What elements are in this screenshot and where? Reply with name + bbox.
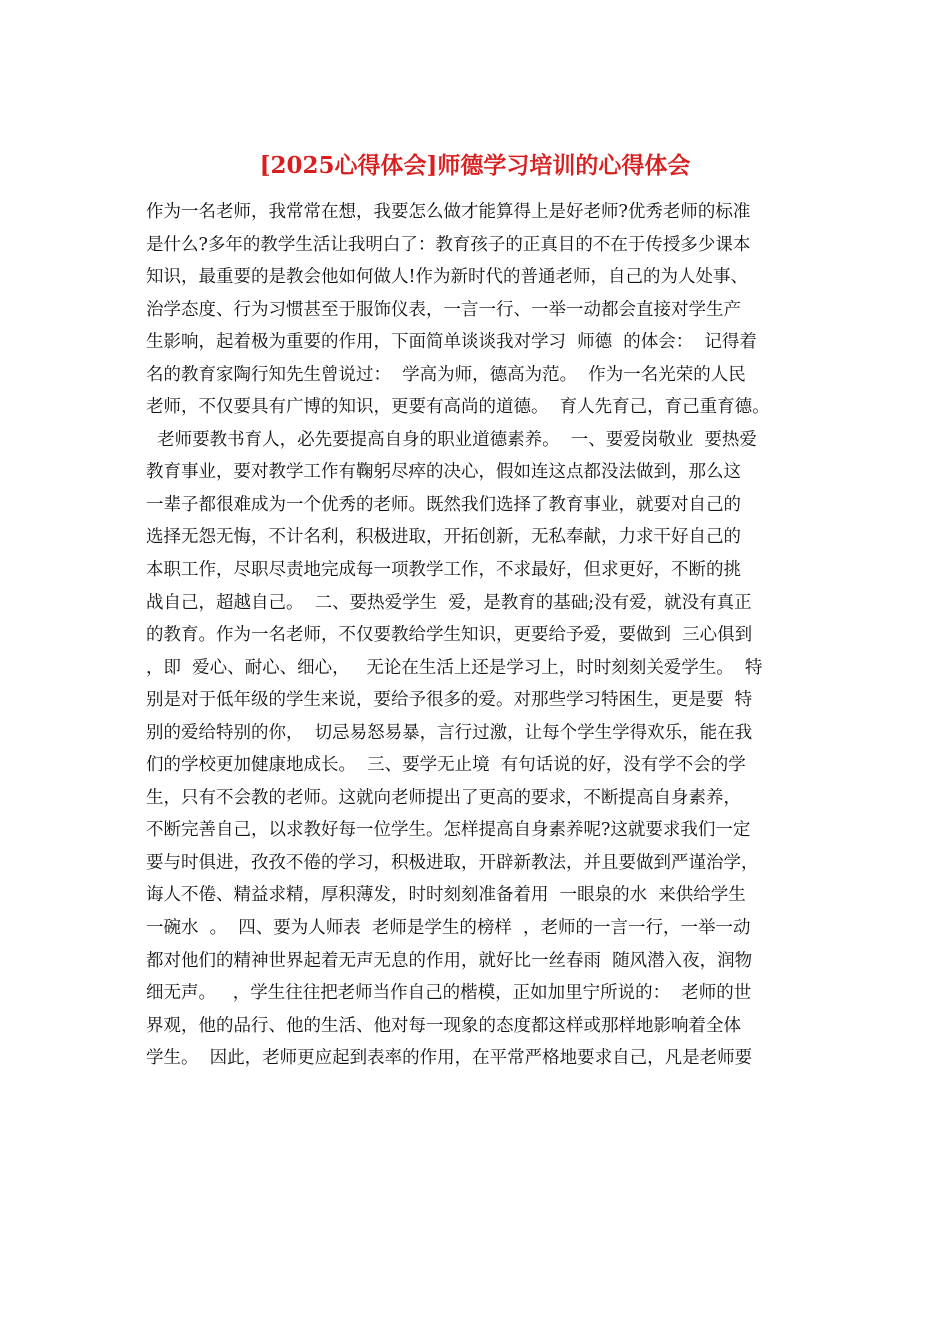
body-line: 的教育。作为一名老师，不仅要教给学生知识，更要给予爱，要做到 三心俱到: [146, 625, 753, 646]
body-line: 一辈子都很难成为一个优秀的老师。既然我们选择了教育事业，就要对自己的: [146, 494, 741, 515]
body-line: 选择无怨无悔，不计名利，积极进取，开拓创新，无私奉献，力求干好自己的: [146, 527, 741, 548]
body-line: ，即 爱心、耐心、细心， 无论在生活上还是学习上，时时刻刻关爱学生。 特: [146, 657, 763, 678]
body-line: 都对他们的精神世界起着无声无息的作用，就好比一丝春雨 随风潜入夜，润物: [146, 950, 753, 971]
body-line: 是什么?多年的教学生活让我明白了：教育孩子的正真目的不在于传授多少课本: [146, 234, 751, 255]
body-line: 们的学校更加健康地成长。 三、要学无止境 有句话说的好，没有学不会的学: [146, 755, 746, 776]
document-title: [2025心得体会]师德学习培训的心得体会: [259, 152, 691, 179]
body-line: 学生。 因此，老师更应起到表率的作用，在平常严格地要求自己，凡是老师要: [146, 1048, 753, 1069]
body-line: 老师，不仅要具有广博的知识，更要有高尚的道德。 育人先育己，育己重育德。: [146, 397, 770, 418]
body-line: 教育事业，要对教学工作有鞠躬尽瘁的决心，假如连这点都没法做到，那么这: [146, 462, 741, 483]
body-line: 要与时俱进，孜孜不倦的学习，积极进取，开辟新教法，并且要做到严谨治学，: [146, 852, 759, 873]
body-line: 名的教育家陶行知先生曾说过： 学高为师，德高为范。 作为一名光荣的人民: [146, 364, 746, 385]
body-line: 生影响，起着极为重要的作用，下面简单谈谈我对学习 师德 的体会： 记得着: [146, 332, 757, 353]
body-line: 老师要教书育人，必先要提高自身的职业道德素养。 一、要爱岗敬业 要热爱: [146, 429, 757, 450]
body-line: 作为一名老师，我常常在想，我要怎么做才能算得上是好老师?优秀老师的标准: [146, 202, 751, 222]
body-line: 别是对于低年级的学生来说，要给予很多的爱。对那些学习特困生，更是要 特: [146, 690, 753, 711]
body-line: 界观，他的品行、他的生活、他对每一现象的态度都这样或那样地影响着全体: [146, 1015, 741, 1036]
body-line: 细无声。 ，学生往往把老师当作自己的楷模，正如加里宁所说的： 老师的世: [146, 983, 752, 1004]
body-line: 知识，最重要的是教会他如何做人!作为新时代的普通老师，自己的为人处事、: [146, 267, 749, 288]
body-line: 战自己，超越自己。 二、要热爱学生 爱，是教育的基础;没有爱，就没有真正: [146, 592, 752, 613]
body-line: 一碗水 。 四、要为人师表 老师是学生的榜样 ，老师的一言一行，一举一动: [146, 918, 751, 939]
body-line: 治学态度、行为习惯甚至于服饰仪表，一言一行、一举一动都会直接对学生产: [146, 299, 741, 320]
document-body: [146, 196, 826, 1075]
body-line: 诲人不倦、精益求精，厚积薄发，时时刻刻准备着用 一眼泉的水 来供给学生: [146, 885, 746, 906]
body-line: 本职工作，尽职尽责地完成每一项教学工作，不求最好，但求更好，不断的挑: [146, 560, 741, 581]
body-line: 生，只有不会教的老师。这就向老师提出了更高的要求，不断提高自身素养，: [146, 787, 741, 808]
body-line: 不断完善自己，以求教好每一位学生。怎样提高自身素养呢?这就要求我们一定: [146, 820, 751, 841]
body-line: 别的爱给特别的你， 切忌易怒易暴，言行过激，让每个学生学得欢乐，能在我: [146, 722, 753, 743]
